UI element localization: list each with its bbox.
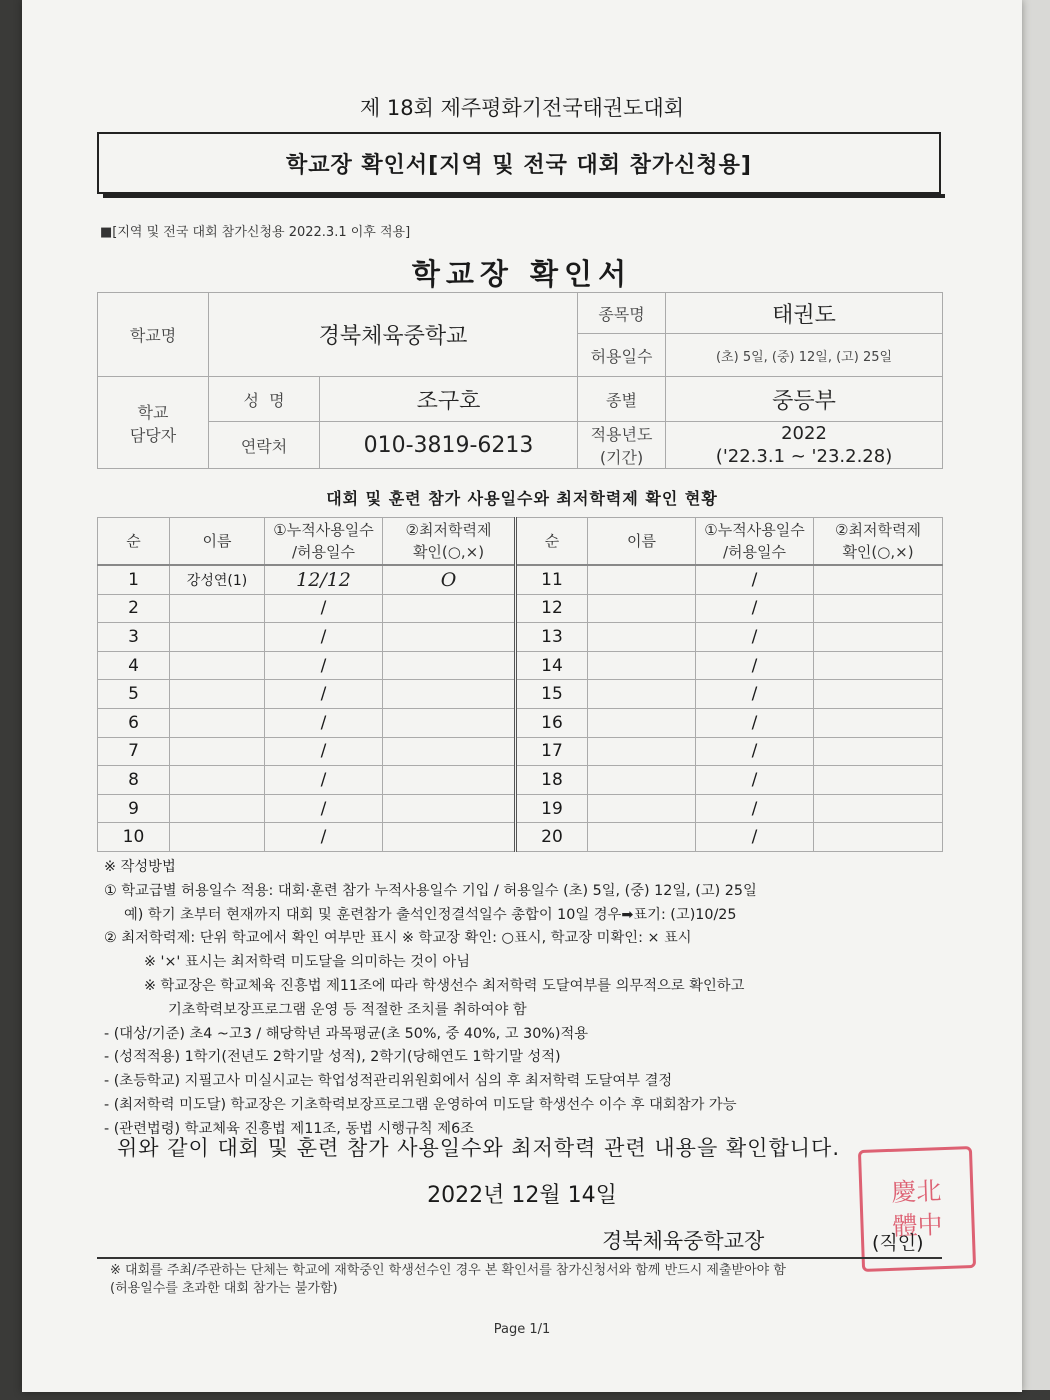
note-principal-duty-cont: 기초학력보장프로그램 운영 등 적절한 조치를 취하여야 함 xyxy=(168,1001,527,1018)
detail-target: - (대상/기준) 초4 ~고3 / 해당학년 과목평균(초 50%, 중 40%, 고 30%)적용 xyxy=(104,1025,589,1042)
min-academic-check-cell xyxy=(383,794,516,823)
student-name-cell xyxy=(588,823,696,852)
table-header-row xyxy=(98,518,943,566)
min-academic-check-cell xyxy=(814,623,943,652)
student-name-cell xyxy=(588,708,696,737)
days-used-cell: / xyxy=(265,794,383,823)
footnote-line2: (허용일수를 초과한 대회 참가는 불가함) xyxy=(110,1281,338,1296)
min-academic-check-cell xyxy=(383,680,516,709)
note-allowed-days: ① 학교급별 허용일수 적용: 대회·훈련 참가 누적사용일수 기입 / 허용일수 (초) 5일, (중) 12일, (고) 25일 xyxy=(104,882,757,899)
contact-label: 연락처 xyxy=(209,422,320,469)
student-name-cell xyxy=(588,766,696,795)
section-title: 대회 및 훈련 참가 사용일수와 최저학력제 확인 현황 xyxy=(326,489,718,508)
row-number: 6 xyxy=(98,708,170,737)
seal-label: (직인) xyxy=(872,1232,924,1254)
footer-divider xyxy=(97,1257,942,1259)
row-number: 9 xyxy=(98,794,170,823)
school-name-label: 학교명 xyxy=(98,293,209,377)
row-number: 10 xyxy=(98,823,170,852)
division-label: 종별 xyxy=(578,377,666,422)
row-number: 18 xyxy=(516,766,588,795)
student-name-cell xyxy=(588,737,696,766)
days-used-cell: / xyxy=(696,623,814,652)
page-number: Page 1/1 xyxy=(493,1322,551,1337)
school-name-value: 경북체육중학교 xyxy=(209,293,578,377)
footnote-line1: ※ 대회를 주최/주관하는 단체는 학교에 재학중인 학생선수인 경우 본 확인서를 참가신청서와 함께 반드시 제출받아야 함 xyxy=(110,1263,786,1278)
row-number: 15 xyxy=(516,680,588,709)
detail-law: - (관련법령) 학교체육 진흥법 제11조, 동법 시행규칙 제6조 xyxy=(104,1120,474,1137)
col-no-header: 순 xyxy=(98,518,170,566)
table-row xyxy=(98,651,943,680)
min-academic-check-cell xyxy=(814,594,943,623)
row-number: 19 xyxy=(516,794,588,823)
event-value: 태권도 xyxy=(666,293,943,334)
days-used-cell: / xyxy=(265,737,383,766)
confirmation-statement: 위와 같이 대회 및 훈련 참가 사용일수와 최저학력 관련 내용을 확인합니다. xyxy=(117,1136,841,1160)
row-number: 3 xyxy=(98,623,170,652)
document-banner-text: 학교장 확인서[지역 및 전국 대회 참가신청용] xyxy=(286,152,752,178)
days-used-cell: / xyxy=(265,594,383,623)
detail-elementary: - (초등학교) 지필고사 미실시교는 학업성적관리위원회에서 심의 후 최저학력 도달여부 결정 xyxy=(104,1073,673,1090)
days-used-cell: / xyxy=(265,623,383,652)
table-row xyxy=(98,823,943,852)
year-value xyxy=(666,422,943,469)
page-title: 학교장 확인서 xyxy=(411,257,633,291)
col-days-line1-right: ①누적사용일수 xyxy=(704,521,805,539)
table-row xyxy=(98,794,943,823)
days-used-cell: / xyxy=(696,794,814,823)
period-text: ('22.3.1 ~ '23.2.28) xyxy=(715,446,893,467)
days-used-cell: / xyxy=(696,680,814,709)
issue-date: 2022년 12월 14일 xyxy=(427,1183,617,1208)
note-min-academic: ② 최저학력제: 단위 학교에서 확인 여부만 표시 ※ 학교장 확인: ○표시, 학교장 미확인: × 표시 xyxy=(104,930,692,947)
col-name-header: 이름 xyxy=(170,518,265,566)
min-academic-check-cell xyxy=(383,651,516,680)
row-number: 14 xyxy=(516,651,588,680)
days-used-cell: / xyxy=(265,766,383,795)
row-number: 11 xyxy=(516,565,588,594)
min-academic-check-cell xyxy=(814,680,943,709)
student-name-cell xyxy=(170,823,265,852)
student-name-cell xyxy=(170,708,265,737)
min-academic-check-cell xyxy=(814,823,943,852)
writing-instructions xyxy=(104,856,984,1142)
row-number: 4 xyxy=(98,651,170,680)
student-name-cell xyxy=(588,623,696,652)
min-academic-check-cell xyxy=(814,708,943,737)
days-used-cell: / xyxy=(265,651,383,680)
note-x-meaning: ※ '×' 표시는 최저학력 미도달을 의미하는 것이 아님 xyxy=(144,954,471,971)
student-name-cell xyxy=(170,680,265,709)
year-text: 2022 xyxy=(781,423,827,444)
student-name-cell xyxy=(588,594,696,623)
row-number: 12 xyxy=(516,594,588,623)
note-allowed-days-example: 예) 학기 초부터 현재까지 대회 및 훈련참가 출석인정결석일수 총합이 10일 경우➡표기: (고)10/25 xyxy=(124,906,737,923)
min-academic-check-cell xyxy=(814,651,943,680)
year-label-line2: (기간) xyxy=(599,448,644,467)
year-label-line1: 적용년도 xyxy=(590,425,653,444)
days-used-cell: / xyxy=(696,708,814,737)
usage-table xyxy=(97,517,943,852)
student-name-cell xyxy=(170,766,265,795)
col-days-header-right xyxy=(696,518,814,566)
student-name-cell xyxy=(170,794,265,823)
staff-label-line2: 담당자 xyxy=(129,425,177,445)
document-page xyxy=(22,0,1022,1392)
row-number: 17 xyxy=(516,737,588,766)
days-used-cell: / xyxy=(696,737,814,766)
table-row xyxy=(98,594,943,623)
student-name-cell: 강성연(1) xyxy=(170,565,265,594)
division-value: 중등부 xyxy=(666,377,943,422)
min-academic-check-cell xyxy=(383,623,516,652)
allowed-days-value: (초) 5일, (중) 12일, (고) 25일 xyxy=(666,334,943,377)
official-seal-stamp: 慶北 體中 xyxy=(858,1146,976,1272)
col-days-line1: ①누적사용일수 xyxy=(273,521,374,539)
days-used-cell: / xyxy=(696,565,814,594)
days-used-cell: / xyxy=(265,708,383,737)
days-used-cell: 12/12 xyxy=(265,565,383,594)
col-check-header xyxy=(383,518,516,566)
student-name-cell xyxy=(588,565,696,594)
event-label: 종목명 xyxy=(578,293,666,334)
student-name-cell xyxy=(588,651,696,680)
days-used-cell: / xyxy=(696,651,814,680)
apply-note: ■[지역 및 전국 대회 참가신청용 2022.3.1 이후 적용] xyxy=(100,225,411,240)
days-used-cell: / xyxy=(696,594,814,623)
principal-name: 경북체육중학교장 xyxy=(602,1229,765,1253)
staff-label xyxy=(98,377,209,469)
notes-heading: ※ 작성방법 xyxy=(104,859,176,875)
footnote xyxy=(110,1262,786,1298)
student-name-cell xyxy=(170,651,265,680)
row-number: 2 xyxy=(98,594,170,623)
contact-value: 010-3819-6213 xyxy=(320,422,578,469)
row-number: 7 xyxy=(98,737,170,766)
row-number: 5 xyxy=(98,680,170,709)
table-row xyxy=(98,680,943,709)
person-name-value: 조구호 xyxy=(320,377,578,422)
student-name-cell xyxy=(170,737,265,766)
student-name-cell xyxy=(588,794,696,823)
row-number: 8 xyxy=(98,766,170,795)
note-principal-duty: ※ 학교장은 학교체육 진흥법 제11조에 따라 학생선수 최저학력 도달여부를 의무적으로 확인하고 xyxy=(144,977,745,994)
col-no-header-right: 순 xyxy=(516,518,588,566)
student-name-cell xyxy=(588,680,696,709)
row-number: 16 xyxy=(516,708,588,737)
min-academic-check-cell xyxy=(383,766,516,795)
min-academic-check-cell: O xyxy=(383,565,516,594)
min-academic-check-cell xyxy=(383,708,516,737)
col-check-line2: 확인(○,×) xyxy=(412,543,485,561)
min-academic-check-cell xyxy=(814,766,943,795)
table-row xyxy=(98,708,943,737)
col-check-line1: ②최저학력제 xyxy=(405,521,492,539)
col-check-line1-right: ②최저학력제 xyxy=(835,521,921,539)
col-name-header-right: 이름 xyxy=(588,518,696,566)
detail-not-reached: - (최저학력 미도달) 학교장은 기초학력보장프로그램 운영하여 미도달 학생선수 이수 후 대회참가 가능 xyxy=(104,1096,737,1113)
staff-label-line1: 학교 xyxy=(137,402,169,422)
col-days-header xyxy=(265,518,383,566)
col-check-header-right xyxy=(814,518,943,566)
row-number: 1 xyxy=(98,565,170,594)
min-academic-check-cell xyxy=(814,794,943,823)
days-used-cell: / xyxy=(696,766,814,795)
person-name-label: 성 명 xyxy=(209,377,320,422)
detail-grade-applied: - (성적적용) 1학기(전년도 2학기말 성적), 2학기(당해연도 1학기말 성적) xyxy=(104,1049,561,1066)
table-row xyxy=(98,565,943,594)
min-academic-check-cell xyxy=(383,737,516,766)
days-used-cell: / xyxy=(265,680,383,709)
min-academic-check-cell xyxy=(383,594,516,623)
student-name-cell xyxy=(170,594,265,623)
student-name-cell xyxy=(170,623,265,652)
table-row xyxy=(98,766,943,795)
table-row xyxy=(98,623,943,652)
col-days-line2: /허용일수 xyxy=(291,543,355,561)
contest-title: 제 18회 제주평화기전국태권도대회 xyxy=(359,96,685,120)
row-number: 13 xyxy=(516,623,588,652)
min-academic-check-cell xyxy=(814,737,943,766)
col-days-line2-right: /허용일수 xyxy=(722,543,786,561)
min-academic-check-cell xyxy=(383,823,516,852)
min-academic-check-cell xyxy=(814,565,943,594)
allowed-days-label: 허용일수 xyxy=(578,334,666,377)
year-label xyxy=(578,422,666,469)
row-number: 20 xyxy=(516,823,588,852)
days-used-cell: / xyxy=(265,823,383,852)
document-banner xyxy=(97,132,941,194)
info-table xyxy=(97,292,943,469)
table-row xyxy=(98,737,943,766)
col-check-line2-right: 확인(○,×) xyxy=(842,543,914,561)
days-used-cell: / xyxy=(696,823,814,852)
